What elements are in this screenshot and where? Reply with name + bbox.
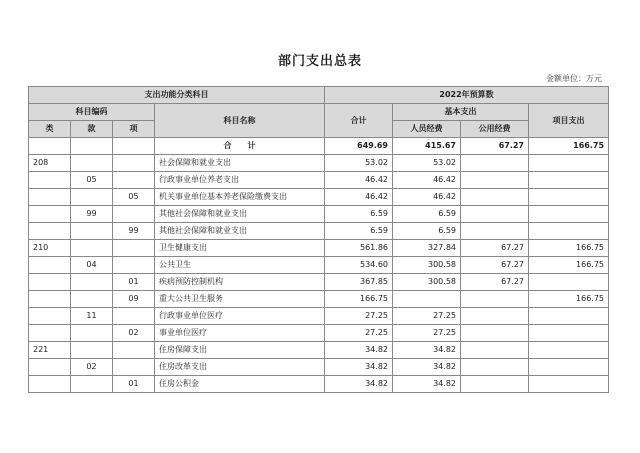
expenditure-table <box>28 86 609 393</box>
total-amount: 649.69 <box>325 138 393 155</box>
code-xiang: 09 <box>113 291 155 308</box>
amount-personnel: 300.58 <box>393 257 461 274</box>
total-kuan <box>71 138 113 155</box>
amount-project: 166.75 <box>529 240 609 257</box>
amount-total: 34.82 <box>325 376 393 393</box>
subject-name: 其他社会保障和就业支出 <box>155 223 325 240</box>
subject-name: 机关事业单位基本养老保险缴费支出 <box>155 189 325 206</box>
amount-personnel: 46.42 <box>393 189 461 206</box>
amount-project <box>529 342 609 359</box>
amount-personnel: 34.82 <box>393 376 461 393</box>
amount-public <box>461 189 529 206</box>
amount-total: 53.02 <box>325 155 393 172</box>
code-lei <box>29 308 71 325</box>
code-xiang <box>113 257 155 274</box>
code-kuan <box>71 155 113 172</box>
code-xiang: 01 <box>113 376 155 393</box>
header-classification: 支出功能分类科目 <box>29 87 325 104</box>
code-lei <box>29 359 71 376</box>
code-kuan <box>71 274 113 291</box>
code-xiang <box>113 240 155 257</box>
amount-total: 27.25 <box>325 325 393 342</box>
amount-public <box>461 291 529 308</box>
unit-note: 金额单位：万元 <box>546 74 602 83</box>
subject-name: 社会保障和就业支出 <box>155 155 325 172</box>
code-xiang <box>113 342 155 359</box>
code-lei <box>29 325 71 342</box>
code-xiang <box>113 206 155 223</box>
subject-name: 事业单位医疗 <box>155 325 325 342</box>
table-body <box>29 138 609 393</box>
header-total: 合计 <box>325 104 393 138</box>
amount-project <box>529 172 609 189</box>
amount-project <box>529 189 609 206</box>
amount-public <box>461 206 529 223</box>
amount-public <box>461 223 529 240</box>
code-lei <box>29 291 71 308</box>
amount-project <box>529 376 609 393</box>
amount-total: 46.42 <box>325 172 393 189</box>
subject-name: 其他社会保障和就业支出 <box>155 206 325 223</box>
amount-public <box>461 342 529 359</box>
code-lei: 210 <box>29 240 71 257</box>
amount-public <box>461 155 529 172</box>
code-lei <box>29 172 71 189</box>
header-project: 项目支出 <box>529 104 609 138</box>
code-kuan: 02 <box>71 359 113 376</box>
table-row <box>29 172 609 189</box>
code-lei <box>29 223 71 240</box>
amount-personnel: 327.84 <box>393 240 461 257</box>
amount-total: 34.82 <box>325 359 393 376</box>
amount-total: 46.42 <box>325 189 393 206</box>
subject-name: 公共卫生 <box>155 257 325 274</box>
header-budget-year: 2022年预算数 <box>325 87 609 104</box>
amount-project <box>529 308 609 325</box>
header-personnel: 人员经费 <box>393 121 461 138</box>
table-row <box>29 240 609 257</box>
code-kuan <box>71 291 113 308</box>
table-row <box>29 325 609 342</box>
amount-project <box>529 223 609 240</box>
total-label: 合 计 <box>155 138 325 155</box>
amount-project <box>529 274 609 291</box>
header-lei: 类 <box>29 121 71 138</box>
subject-name: 住房保障支出 <box>155 342 325 359</box>
amount-public <box>461 325 529 342</box>
amount-public <box>461 172 529 189</box>
table-row <box>29 206 609 223</box>
total-row <box>29 138 609 155</box>
amount-personnel: 34.82 <box>393 359 461 376</box>
header-subject-code: 科目编码 <box>29 104 155 121</box>
amount-project <box>529 359 609 376</box>
amount-project: 166.75 <box>529 291 609 308</box>
code-kuan: 11 <box>71 308 113 325</box>
code-lei: 221 <box>29 342 71 359</box>
code-kuan <box>71 376 113 393</box>
subject-name: 住房公积金 <box>155 376 325 393</box>
amount-public: 67.27 <box>461 240 529 257</box>
total-lei <box>29 138 71 155</box>
amount-personnel: 6.59 <box>393 223 461 240</box>
amount-total: 34.82 <box>325 342 393 359</box>
table-row <box>29 291 609 308</box>
amount-personnel: 6.59 <box>393 206 461 223</box>
table-row <box>29 257 609 274</box>
amount-total: 367.85 <box>325 274 393 291</box>
table-row <box>29 189 609 206</box>
code-xiang: 02 <box>113 325 155 342</box>
code-lei: 208 <box>29 155 71 172</box>
total-public: 67.27 <box>461 138 529 155</box>
amount-personnel: 27.25 <box>393 325 461 342</box>
code-lei <box>29 189 71 206</box>
code-xiang: 01 <box>113 274 155 291</box>
code-lei <box>29 257 71 274</box>
code-lei <box>29 376 71 393</box>
amount-project <box>529 206 609 223</box>
table-row <box>29 223 609 240</box>
amount-total: 534.60 <box>325 257 393 274</box>
table-row <box>29 155 609 172</box>
code-kuan <box>71 189 113 206</box>
code-kuan: 05 <box>71 172 113 189</box>
code-kuan <box>71 240 113 257</box>
amount-personnel: 27.25 <box>393 308 461 325</box>
amount-personnel: 300.58 <box>393 274 461 291</box>
amount-public: 67.27 <box>461 257 529 274</box>
amount-project: 166.75 <box>529 257 609 274</box>
amount-personnel <box>393 291 461 308</box>
code-xiang <box>113 359 155 376</box>
code-kuan <box>71 223 113 240</box>
subject-name: 行政事业单位养老支出 <box>155 172 325 189</box>
amount-total: 6.59 <box>325 223 393 240</box>
subject-name: 重大公共卫生服务 <box>155 291 325 308</box>
amount-total: 6.59 <box>325 206 393 223</box>
amount-total: 166.75 <box>325 291 393 308</box>
amount-public: 67.27 <box>461 274 529 291</box>
code-xiang <box>113 308 155 325</box>
table-row <box>29 376 609 393</box>
amount-public <box>461 376 529 393</box>
table-row <box>29 308 609 325</box>
header-public: 公用经费 <box>461 121 529 138</box>
code-lei <box>29 206 71 223</box>
code-xiang <box>113 172 155 189</box>
subject-name: 疾病预防控制机构 <box>155 274 325 291</box>
code-xiang: 05 <box>113 189 155 206</box>
amount-personnel: 34.82 <box>393 342 461 359</box>
code-xiang <box>113 155 155 172</box>
header-subject-name: 科目名称 <box>155 104 325 138</box>
code-lei <box>29 274 71 291</box>
amount-total: 27.25 <box>325 308 393 325</box>
amount-total: 561.86 <box>325 240 393 257</box>
total-xiang <box>113 138 155 155</box>
code-kuan: 04 <box>71 257 113 274</box>
amount-personnel: 53.02 <box>393 155 461 172</box>
amount-public <box>461 308 529 325</box>
amount-project <box>529 155 609 172</box>
page-title: 部门支出总表 <box>277 54 362 69</box>
subject-name: 行政事业单位医疗 <box>155 308 325 325</box>
total-personnel: 415.67 <box>393 138 461 155</box>
table-row <box>29 274 609 291</box>
total-project: 166.75 <box>529 138 609 155</box>
header-kuan: 款 <box>71 121 113 138</box>
header-basic: 基本支出 <box>393 104 529 121</box>
code-kuan: 99 <box>71 206 113 223</box>
header-xiang: 项 <box>113 121 155 138</box>
table-row <box>29 359 609 376</box>
code-kuan <box>71 342 113 359</box>
code-xiang: 99 <box>113 223 155 240</box>
amount-public <box>461 359 529 376</box>
subject-name: 住房改革支出 <box>155 359 325 376</box>
amount-project <box>529 325 609 342</box>
code-kuan <box>71 325 113 342</box>
amount-personnel: 46.42 <box>393 172 461 189</box>
table-row <box>29 342 609 359</box>
subject-name: 卫生健康支出 <box>155 240 325 257</box>
